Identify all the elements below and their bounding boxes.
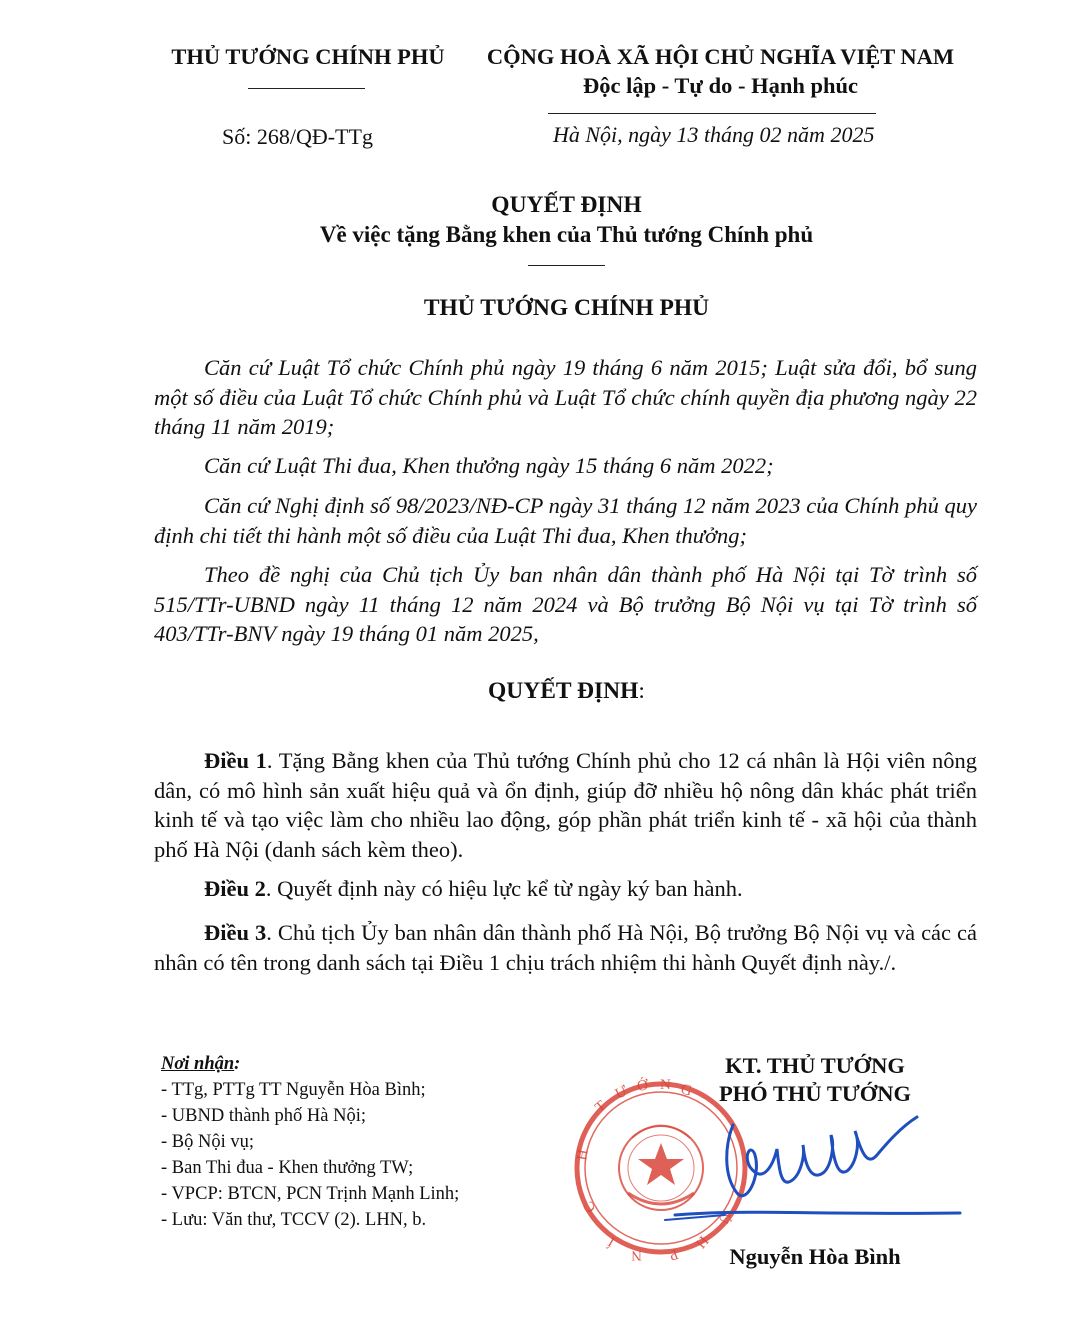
svg-text:G: G	[678, 1081, 694, 1100]
preamble-clause: Căn cứ Luật Thi đua, Khen thưởng ngày 15 tháng 6 năm 2022;	[204, 453, 774, 478]
recipient-item: - UBND thành phố Hà Nội;	[161, 1106, 367, 1126]
svg-text:N: N	[660, 1077, 671, 1093]
recipient-item: - Lưu: Văn thư, TCCV (2). LHN, b.	[161, 1210, 427, 1230]
article	[154, 918, 977, 977]
issuer-name: THỦ TƯỚNG CHÍNH PHỦ	[171, 44, 445, 69]
svg-text:T: T	[592, 1097, 610, 1117]
article-label: Điều 1	[204, 748, 267, 773]
svg-text:Ủ: Ủ	[714, 1209, 734, 1226]
preamble-clause: Căn cứ Nghị định số 98/2023/NĐ-CP ngày 31 tháng 12 năm 2023 của Chính phủ quy định chi tiết thi hành một số điều của Luật Thi đua, Khen thưởng;	[154, 493, 977, 548]
recipient-item: - TTg, PTTg TT Nguyễn Hòa Bình;	[161, 1080, 426, 1100]
document-title: QUYẾT ĐỊNH	[491, 192, 642, 218]
document-subtitle: Về việc tặng Bằng khen của Thủ tướng Chính phủ	[319, 222, 814, 247]
national-motto: Độc lập - Tự do - Hạnh phúc	[582, 73, 859, 98]
article-text: . Quyết định này có hiệu lực kể từ ngày ký ban hành.	[265, 876, 743, 901]
handwritten-signature	[655, 1105, 975, 1235]
svg-text:C: C	[580, 1198, 600, 1215]
article	[154, 746, 977, 864]
place-and-date: Hà Nội, ngày 13 tháng 02 năm 2025	[553, 122, 875, 147]
issuer-underline	[248, 88, 365, 89]
svg-text:Í: Í	[605, 1233, 618, 1250]
article-label: Điều 3	[204, 920, 267, 945]
title-underline	[528, 265, 605, 266]
preamble-clause: Căn cứ Luật Tổ chức Chính phủ ngày 19 tháng 6 năm 2015; Luật sửa đổi, bổ sung một số điều của Luật Tổ chức Chính phủ và Luật Tổ chức chính quyền địa phương ngày 22 tháng 11 năm 2019;	[154, 355, 977, 439]
preamble-clause: Theo đề nghị của Chủ tịch Ủy ban nhân dân thành phố Hà Nội tại Tờ trình số 515/TTr-UBND ngày 11 tháng 12 năm 2024 và Bộ trưởng Bộ Nội vụ tại Tờ trình số 403/TTr-BNV ngày 19 tháng 01 năm 2025,	[154, 562, 977, 646]
decides-label: QUYẾT ĐỊNH	[488, 678, 639, 704]
decides-colon: :	[638, 678, 645, 704]
svg-text:P: P	[666, 1245, 681, 1264]
signer-name: Nguyễn Hòa Bình	[729, 1244, 901, 1269]
motto-underline	[548, 113, 876, 114]
recipients-colon: :	[234, 1054, 241, 1074]
signature-title-1: KT. THỦ TƯỚNG	[725, 1053, 905, 1078]
article	[154, 874, 977, 904]
article-text: . Chủ tịch Ủy ban nhân dân thành phố Hà Nội, Bộ trưởng Bộ Nội vụ và các cá nhân có tên trong danh sách tại Điều 1 chịu trách nhiệm thi hành Quyết định này./.	[154, 920, 978, 975]
issuing-authority: THỦ TƯỚNG CHÍNH PHỦ	[423, 295, 710, 321]
recipient-item: - Ban Thi đua - Khen thưởng TW;	[161, 1158, 414, 1178]
svg-text:H: H	[691, 1232, 712, 1252]
svg-text:Ớ: Ớ	[635, 1077, 650, 1095]
recipients-heading: Nơi nhận	[161, 1054, 235, 1074]
nation-name: CỘNG HOÀ XÃ HỘI CHỦ NGHĨA VIỆT NAM	[486, 44, 955, 69]
recipient-item: - VPCP: BTCN, PCN Trịnh Mạnh Linh;	[161, 1184, 460, 1204]
article-text: . Tặng Bằng khen của Thủ tướng Chính phủ cho 12 cá nhân là Hội viên nông dân, có mô hình sản xuất hiệu quả và ổn định, giúp đỡ nhiều hộ nông dân khác phát triển kinh tế và tạo việc làm cho nhiều lao động, góp phần phát triển kinh tế - xã hội của thành phố Hà Nội (danh sách kèm theo).	[154, 748, 978, 862]
svg-text:N: N	[631, 1247, 642, 1263]
signature-title-2: PHÓ THỦ TƯỚNG	[718, 1081, 912, 1106]
recipients-heading-line	[161, 1051, 561, 1077]
article-label: Điều 2	[204, 876, 266, 901]
recipients-block	[161, 1051, 561, 1233]
svg-text:H: H	[574, 1148, 592, 1162]
svg-text:Ư: Ư	[612, 1083, 631, 1103]
document-number: Số: 268/QĐ-TTg	[222, 124, 373, 149]
decides-heading	[0, 678, 1077, 705]
recipient-item: - Bộ Nội vụ;	[161, 1132, 255, 1152]
